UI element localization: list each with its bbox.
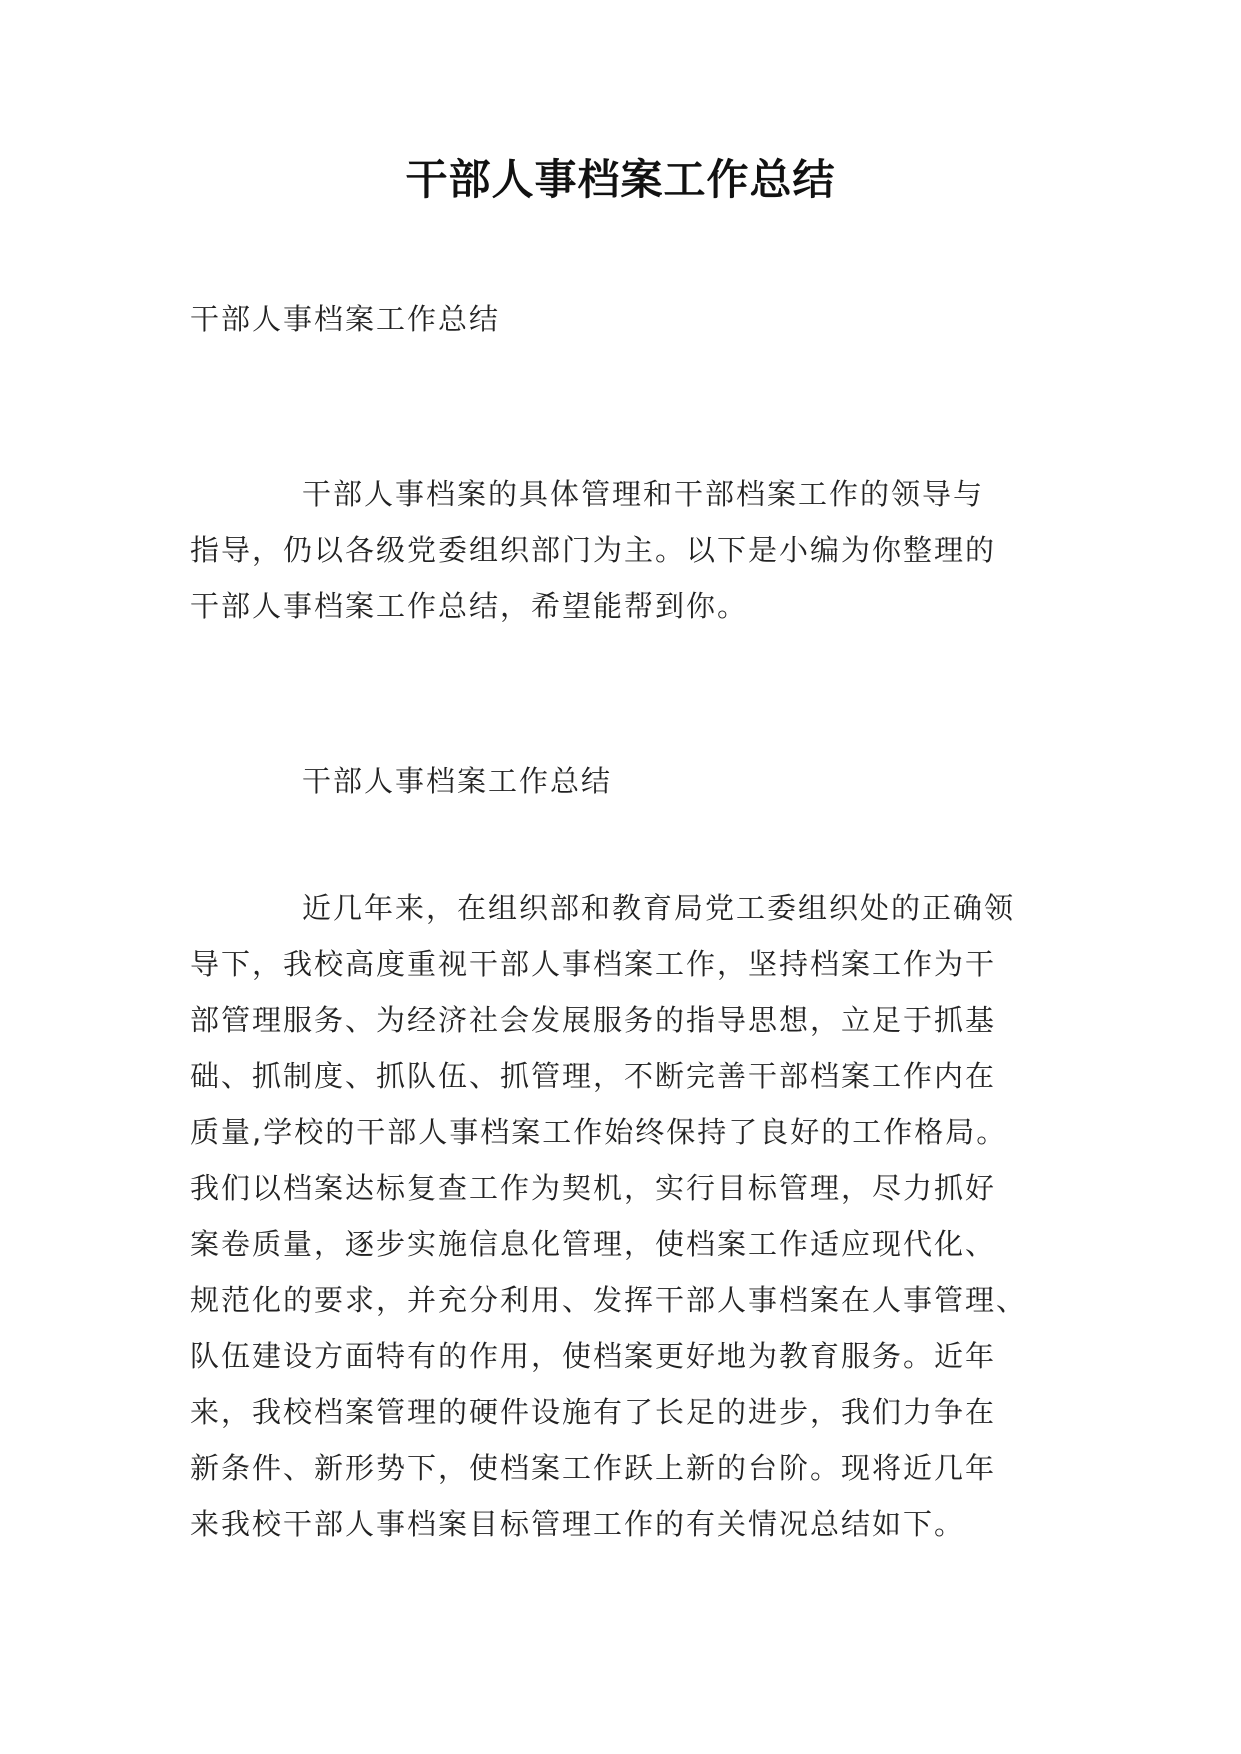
body-line: 部管理服务、为经济社会发展服务的指导思想，立足于抓基 (190, 1003, 997, 1037)
body-line: 案卷质量，逐步实施信息化管理，使档案工作适应现代化、 (190, 1227, 997, 1261)
body-line: 来，我校档案管理的硬件设施有了长足的进步，我们力争在 (190, 1395, 997, 1429)
document-subtitle: 干部人事档案工作总结 (190, 302, 501, 336)
body-line: 质量,学校的干部人事档案工作始终保持了良好的工作格局。 (190, 1115, 1008, 1149)
body-line: 础、抓制度、抓队伍、抓管理，不断完善干部档案工作内在 (190, 1059, 997, 1093)
body-line: 队伍建设方面特有的作用，使档案更好地为教育服务。近年 (190, 1339, 997, 1373)
body-line: 我们以档案达标复查工作为契机，实行目标管理，尽力抓好 (190, 1171, 997, 1205)
intro-line: 指导，仍以各级党委组织部门为主。以下是小编为你整理的 (190, 533, 997, 567)
document-title: 干部人事档案工作总结 (405, 155, 836, 204)
intro-line: 干部人事档案工作总结，希望能帮到你。 (190, 589, 749, 623)
intro-paragraph (190, 466, 1058, 634)
body-line: 近几年来，在组织部和教育局党工委组织处的正确领 (302, 891, 1016, 925)
body-line: 导下，我校高度重视干部人事档案工作，坚持档案工作为干 (190, 947, 997, 981)
body-line: 新条件、新形势下，使档案工作跃上新的台阶。现将近几年 (190, 1451, 997, 1485)
body-line: 来我校干部人事档案目标管理工作的有关情况总结如下。 (190, 1507, 966, 1541)
body-paragraph (190, 880, 1058, 1552)
body-line: 规范化的要求，并充分利用、发挥干部人事档案在人事管理、 (190, 1283, 1028, 1317)
intro-line: 干部人事档案的具体管理和干部档案工作的领导与 (302, 477, 985, 511)
section-heading: 干部人事档案工作总结 (302, 764, 613, 798)
